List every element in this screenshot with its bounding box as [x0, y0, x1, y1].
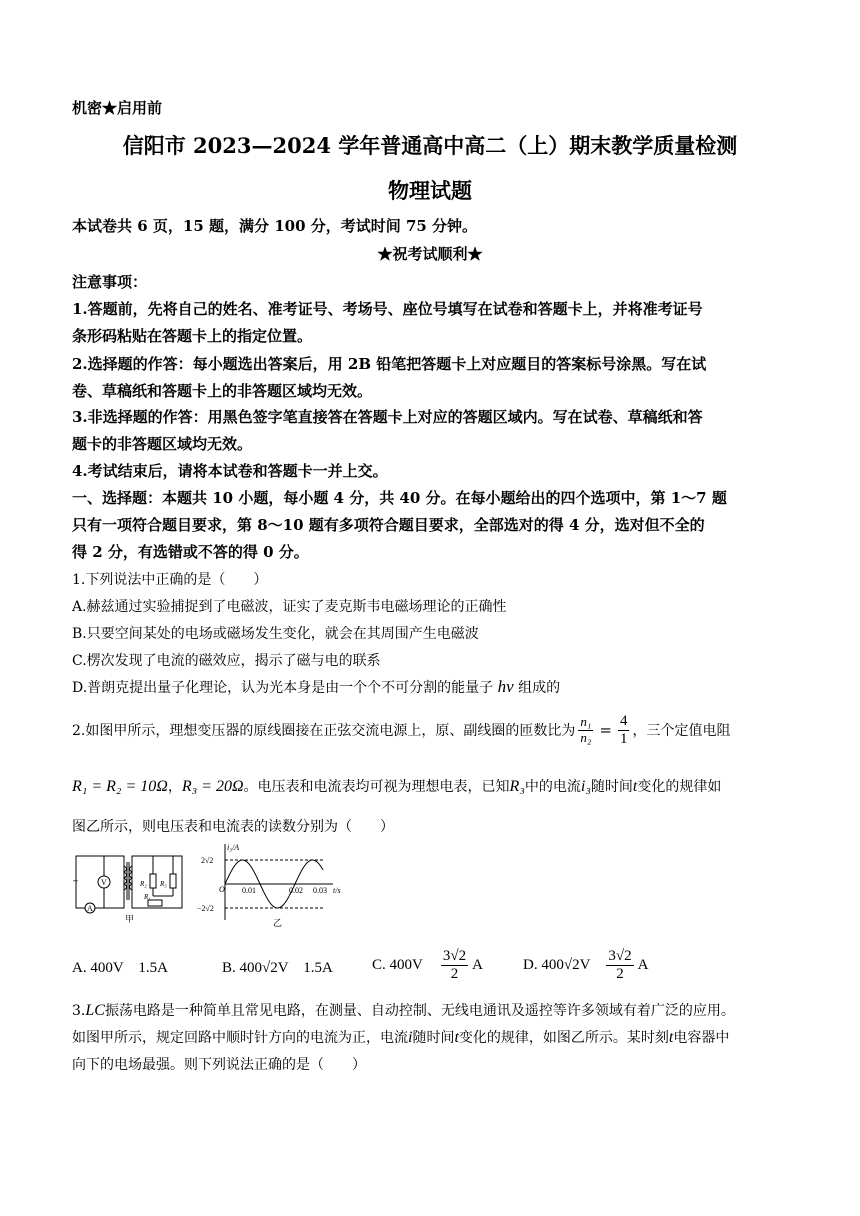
- q3-text-1: 振荡电路是一种简单且常见电路，在测量、自动控制、无线电通讯及遥控等许多领域有着广泛的应用。: [104, 1003, 735, 1019]
- q3-text-3: 随时间: [412, 1030, 455, 1046]
- q2-text-1: 2.如图甲所示，理想变压器的原线圈接在正弦交流电源上，原、副线圈的匝数比为: [72, 723, 576, 739]
- q1-option-d-symbol: hν: [497, 677, 514, 696]
- q3-line-2: [72, 1027, 729, 1047]
- q1-option-d-text: D.普朗克提出量子化理论，认为光本身是由一个个不可分割的能量子: [72, 680, 494, 696]
- q3-number: 3.: [72, 1003, 86, 1019]
- q2-ratio-n2: n₂: [580, 729, 592, 745]
- q2-line-2: [72, 776, 721, 796]
- q2-i3-sym: i₃: [580, 778, 591, 795]
- q2-option-d-sqrt: √2: [563, 956, 580, 973]
- q2-text-6: 变化的规律如: [637, 779, 722, 795]
- q3-lc-sym: LC: [85, 1002, 105, 1019]
- graph-x-tick-3: 0.03: [313, 886, 327, 895]
- q2-sep: ，: [167, 779, 182, 795]
- q2-r3-sym: R₃: [509, 778, 525, 795]
- q2-t-sym: t: [632, 778, 638, 795]
- q2-option-c-den: 2: [450, 965, 459, 982]
- fig-jia-label: 甲: [125, 914, 135, 924]
- q2-option-b-pre: B. 400: [222, 960, 263, 976]
- q2-option-d-pre: D. 400: [523, 956, 564, 973]
- q2-option-d: [523, 940, 649, 990]
- graph-y-label: i₃/A: [227, 843, 240, 852]
- q2-line-3: 图乙所示，则电压表和电流表的读数分别为（ ）: [72, 819, 394, 835]
- q2-text-2: ，三个定值电阻: [632, 723, 731, 739]
- q2-option-d-num: 3√2: [608, 948, 632, 964]
- q2-option-c-unit: A: [472, 956, 483, 973]
- note-2-line-2: 卷、草稿纸和答题卡上的非答题区域均无效。: [72, 382, 373, 400]
- ammeter-label: A: [87, 904, 93, 913]
- q2-r1-r2: R₁ = R₂ = 10Ω: [72, 778, 168, 795]
- q2-ratio-value: [618, 713, 630, 747]
- voltmeter-label: V: [101, 878, 107, 887]
- q2-ratio-n: [578, 715, 593, 745]
- q3-t2-sym: t: [668, 1029, 674, 1046]
- q2-text-4: 中的电流: [524, 779, 581, 795]
- note-4: 4.考试结束后，请将本试卷和答题卡一并上交。: [72, 462, 388, 480]
- r2-label: R₂: [140, 880, 147, 888]
- q1-option-d: [72, 677, 560, 697]
- note-1-line-1: 1.答题前，先将自己的姓名、准考证号、考场号、座位号填写在试卷和答题卡上，并将准考证号: [72, 300, 703, 318]
- q3-line-3: 向下的电场最强。则下列说法正确的是（ ）: [72, 1057, 366, 1073]
- ac-source-icon: ~: [73, 876, 78, 886]
- resistor-r3: [170, 874, 176, 888]
- q2-option-d-unit: A: [637, 956, 649, 973]
- notes-heading: 注意事项：: [72, 273, 148, 291]
- q3-line-1: [72, 1000, 735, 1020]
- q2-option-a: A. 400V 1.5A: [72, 960, 168, 976]
- exam-info: 本试卷共 6 页，15 题，满分 100 分，考试时间 75 分钟。: [72, 217, 478, 235]
- q1-stem: 1.下列说法中正确的是（ ）: [72, 572, 268, 588]
- q3-i-sym: i: [408, 1029, 413, 1046]
- q2-option-c-pre: C. 400V: [372, 956, 423, 973]
- q2-circuit-diagram: [70, 848, 190, 924]
- q2-option-c: [372, 940, 483, 990]
- q2-option-b: [222, 956, 333, 977]
- q2-text-3: 。电压表和电流表均可视为理想电表，已知: [243, 779, 510, 795]
- q3-t-sym: t: [454, 1029, 459, 1046]
- q2-option-b-sqrt: √2: [262, 960, 278, 976]
- q2-option-d-den: 2: [616, 965, 624, 982]
- graph-y-top: 2√2: [201, 856, 214, 865]
- r3-label: R₃: [160, 880, 167, 888]
- note-2-line-1: 2.选择题的作答：每小题选出答案后，用 2B 铅笔把答题卡上对应题目的答案标号涂黑。写在试: [72, 355, 707, 373]
- exam-wish: ★祝考试顺利★: [377, 245, 483, 263]
- graph-origin: O: [219, 885, 225, 894]
- q3-text-4: 变化的规律，如图乙所示。某时刻: [458, 1030, 669, 1046]
- graph-x-label: t/s: [333, 886, 341, 895]
- exam-subtitle: 物理试题: [388, 178, 472, 203]
- q1-option-b: B.只要空间某处的电场或磁场发生变化，就会在其周围产生电磁波: [72, 626, 479, 642]
- note-3-line-1: 3.非选择题的作答：用黑色签字笔直接答在答题卡上对应的答题区域内。写在试卷、草稿纸和答: [72, 408, 703, 426]
- section-1-line-3: 得 2 分，有选错或不答的得 0 分。: [72, 543, 309, 561]
- fig-yi-label: 乙: [273, 918, 283, 928]
- q2-ratio-1: 1: [619, 730, 628, 747]
- q2-option-d-v: V: [579, 956, 591, 973]
- q3-text-2: 如图甲所示，规定回路中顺时针方向的电流为正，电流: [72, 1030, 408, 1046]
- secret-label: 机密★启用前: [72, 99, 163, 117]
- q2-line-1: [72, 708, 730, 752]
- q2-option-b-post: V 1.5A: [277, 960, 333, 976]
- q1-option-c: C.楞次发现了电流的磁效应，揭示了磁与电的联系: [72, 653, 381, 669]
- note-1-line-2: 条形码粘贴在答题卡上的指定位置。: [72, 327, 313, 345]
- q1-option-a: A.赫兹通过实验捕捉到了电磁波，证实了麦克斯韦电磁场理论的正确性: [72, 599, 507, 615]
- note-3-line-2: 题卡的非答题区域均无效。: [72, 435, 253, 453]
- exam-title: 信阳市 2023—2024 学年普通高中高二（上）期末教学质量检测: [122, 133, 738, 158]
- resistor-r2: [150, 874, 156, 888]
- q2-ratio-n1: n₁: [580, 714, 592, 730]
- q1-option-d-tail: 组成的: [518, 680, 561, 696]
- graph-y-bottom: −2√2: [197, 904, 214, 913]
- q3-text-5: 电容器中: [673, 1030, 730, 1046]
- q2-option-c-frac: [441, 948, 468, 982]
- q2-ratio-eq: =: [599, 721, 612, 739]
- r1-label: R₁: [144, 893, 151, 901]
- section-1-line-1: 一、选择题：本题共 10 小题，每小题 4 分，共 40 分。在每小题给出的四个选项中，第 1～7 题: [72, 489, 727, 507]
- graph-x-tick-2: 0.02: [289, 886, 303, 895]
- q2-text-5: 随时间: [590, 779, 633, 795]
- q2-option-c-num: 3√2: [442, 948, 467, 964]
- section-1-line-2: 只有一项符合题目要求，第 8～10 题有多项符合题目要求，全部选对的得 4 分，选对但不全的: [72, 516, 705, 534]
- q2-r3: R₃ = 20Ω: [181, 778, 244, 795]
- q2-current-graph: [195, 840, 355, 928]
- q2-ratio-4: 4: [619, 713, 628, 729]
- graph-x-tick-1: 0.01: [242, 886, 256, 895]
- q2-option-d-frac: [606, 948, 633, 982]
